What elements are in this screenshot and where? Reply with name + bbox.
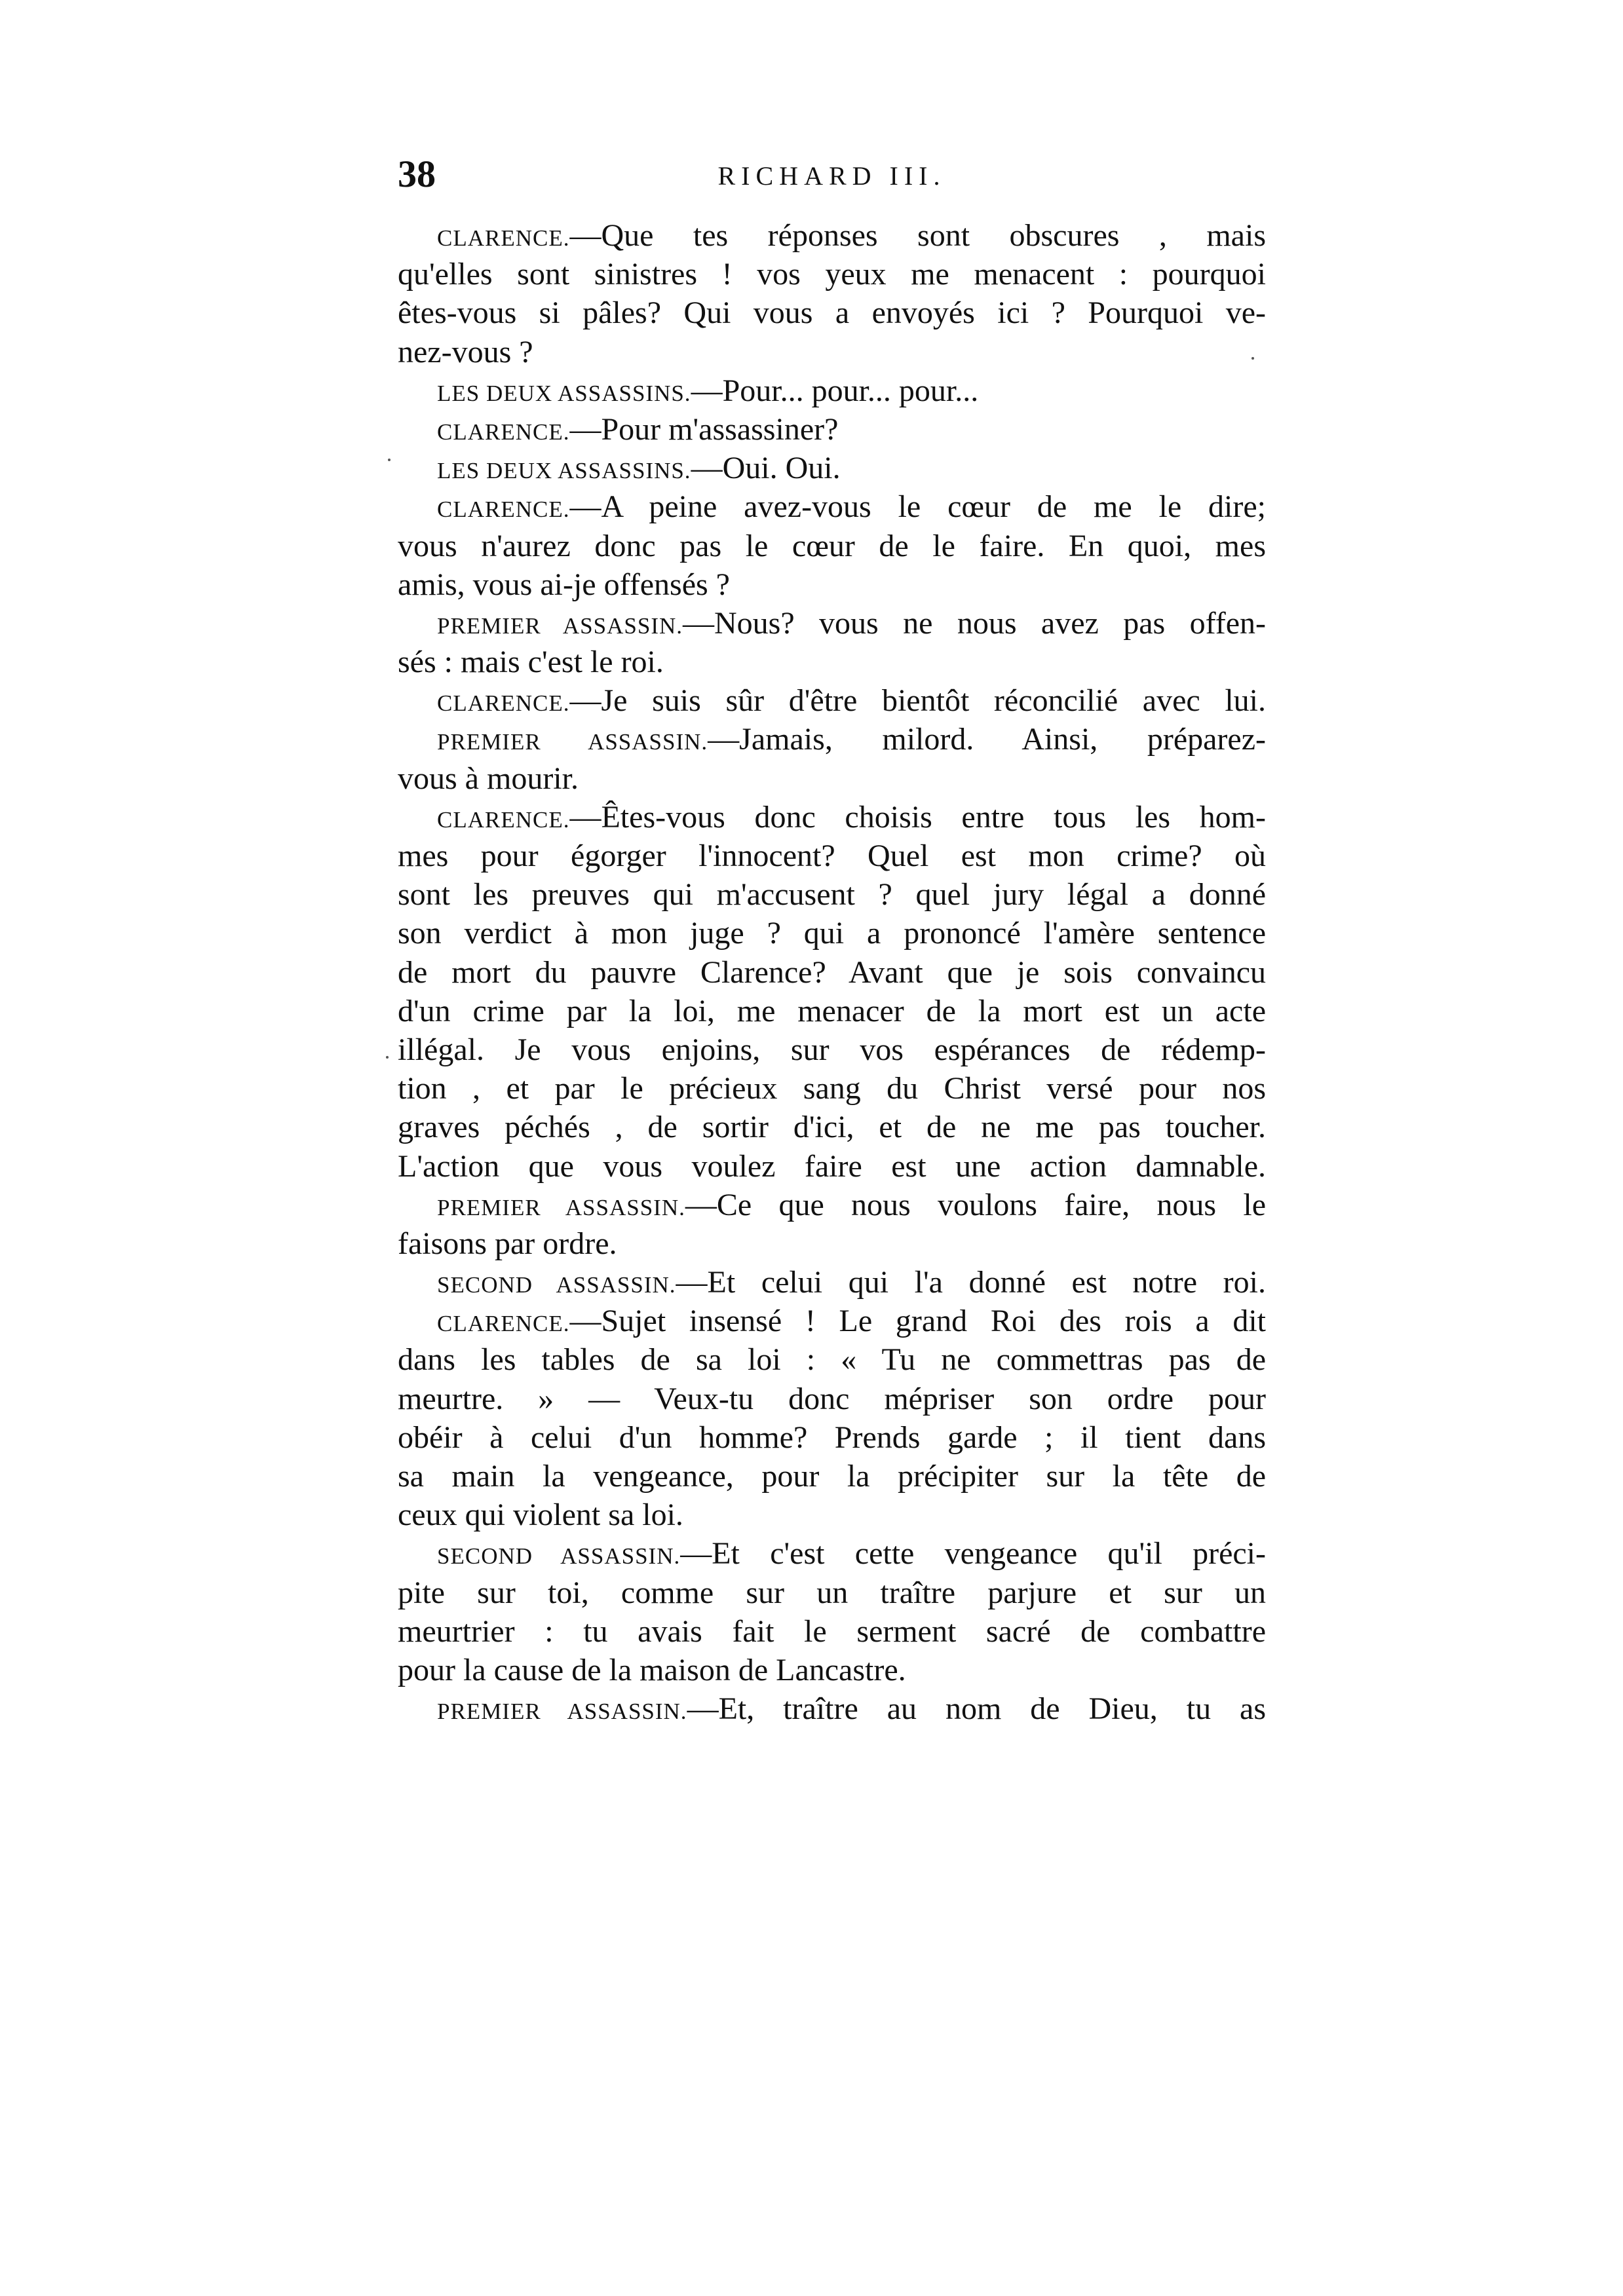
text-line xyxy=(398,527,1266,565)
speaker-name: LES DEUX ASSASSINS. xyxy=(437,458,691,484)
line-text: —Que tes réponses sont obscures , mais xyxy=(569,218,1266,253)
line-text: pour la cause de la maison de Lancastre. xyxy=(398,1652,906,1687)
line-text: —Et celui qui l'a donné est notre roi. xyxy=(676,1265,1266,1300)
line-text: —Sujet insensé ! Le grand Roi des rois a dit xyxy=(569,1304,1266,1339)
speech-line xyxy=(398,1534,1266,1573)
line-text: son verdict à mon juge ? qui a prononcé l'amère sentence xyxy=(398,916,1266,951)
text-line xyxy=(398,759,1266,798)
running-header xyxy=(398,155,1266,194)
text-line xyxy=(398,1380,1266,1418)
speech-line xyxy=(398,410,1266,449)
text-line xyxy=(398,1030,1266,1069)
page-number: 38 xyxy=(398,153,436,195)
line-text: dans les tables de sa loi : « Tu ne commettras pas de xyxy=(398,1342,1266,1378)
text-line xyxy=(398,1651,1266,1689)
line-text: —Êtes-vous donc choisis entre tous les hom- xyxy=(569,799,1266,835)
speech-line xyxy=(398,604,1266,643)
speech-line xyxy=(398,1302,1266,1340)
speaker-name: SECOND ASSASSIN. xyxy=(437,1272,676,1298)
text-line xyxy=(398,914,1266,952)
line-text: êtes-vous si pâles? Qui vous a envoyés ici ? Pourquoi ve- xyxy=(398,295,1266,331)
text-line xyxy=(398,1069,1266,1108)
line-text: —Nous? vous ne nous avez pas offen- xyxy=(683,605,1266,641)
running-title: RICHARD III. xyxy=(717,161,946,191)
line-text: sont les preuves qui m'accusent ? quel jury légal a donné xyxy=(398,877,1266,913)
speaker-name: CLARENCE. xyxy=(437,225,570,251)
text-line xyxy=(398,1612,1266,1651)
line-text: vous à mourir. xyxy=(398,761,579,796)
text-line xyxy=(398,1224,1266,1263)
line-text: obéir à celui d'un homme? Prends garde ; il tient dans xyxy=(398,1420,1266,1455)
line-text: —Je suis sûr d'être bientôt réconcilié avec lui. xyxy=(569,683,1266,719)
line-text: meurtrier : tu avais fait le serment sacré de combattre xyxy=(398,1613,1266,1649)
speech-line xyxy=(398,720,1266,759)
line-text: —A peine avez-vous le cœur de me le dire; xyxy=(569,489,1266,525)
text-line xyxy=(398,1108,1266,1146)
line-text: illégal. Je vous enjoins, sur vos espérances de rédemp- xyxy=(398,1032,1266,1067)
text-line xyxy=(398,1418,1266,1457)
line-text: —Pour m'assassiner? xyxy=(569,411,839,447)
line-text: graves péchés , de sortir d'ici, et de ne me pas toucher. xyxy=(398,1110,1266,1145)
text-line xyxy=(398,992,1266,1030)
line-text: de mort du pauvre Clarence? Avant que je sois convaincu xyxy=(398,954,1266,990)
line-text: —Jamais, milord. Ainsi, préparez- xyxy=(708,722,1266,757)
speaker-name: CLARENCE. xyxy=(437,497,570,523)
text-line xyxy=(398,1147,1266,1186)
text-line xyxy=(398,1457,1266,1496)
text-line xyxy=(398,953,1266,992)
speech-line xyxy=(398,371,1266,410)
speech-line xyxy=(398,1263,1266,1302)
speech-line xyxy=(398,216,1266,255)
line-text: ceux qui violent sa loi. xyxy=(398,1497,683,1533)
speaker-name: PREMIER ASSASSIN. xyxy=(437,612,683,639)
line-text: qu'elles sont sinistres ! vos yeux me menacent : pourquoi xyxy=(398,257,1266,292)
text-line xyxy=(398,1496,1266,1534)
speaker-name: PREMIER ASSASSIN. xyxy=(437,1699,687,1725)
line-text: —Et, traître au nom de Dieu, tu as xyxy=(687,1691,1266,1727)
speaker-name: CLARENCE. xyxy=(437,806,570,833)
speech-line xyxy=(398,449,1266,487)
text-line xyxy=(398,565,1266,604)
speaker-name: LES DEUX ASSASSINS. xyxy=(437,380,691,406)
page-body-text xyxy=(398,216,1266,1728)
text-line xyxy=(398,643,1266,681)
line-text: L'action que vous voulez faire est une action damnable. xyxy=(398,1148,1266,1184)
speaker-name: CLARENCE. xyxy=(437,419,570,445)
text-line xyxy=(398,333,1266,371)
line-text: d'un crime par la loi, me menacer de la mort est un acte xyxy=(398,993,1266,1028)
text-line xyxy=(398,875,1266,914)
speaker-name: SECOND ASSASSIN. xyxy=(437,1543,681,1570)
scan-speck xyxy=(388,459,391,461)
speech-line xyxy=(398,798,1266,837)
line-text: amis, vous ai-je offensés ? xyxy=(398,567,730,602)
speech-line xyxy=(398,1689,1266,1728)
speech-line xyxy=(398,681,1266,720)
speech-line xyxy=(398,1186,1266,1224)
speaker-name: CLARENCE. xyxy=(437,1311,570,1337)
line-text: nez-vous ? xyxy=(398,334,533,369)
text-line xyxy=(398,255,1266,293)
line-text: —Oui. Oui. xyxy=(691,451,841,486)
line-text: vous n'aurez donc pas le cœur de le faire. En quoi, mes xyxy=(398,528,1266,563)
line-text: —Pour... pour... pour... xyxy=(691,373,979,408)
line-text: tion , et par le précieux sang du Christ versé pour nos xyxy=(398,1071,1266,1106)
line-text: sa main la vengeance, pour la précipiter sur la tête de xyxy=(398,1459,1266,1494)
scan-speck xyxy=(386,1056,389,1059)
line-text: —Et c'est cette vengeance qu'il préci- xyxy=(680,1536,1266,1571)
text-line xyxy=(398,1573,1266,1612)
speaker-name: PREMIER ASSASSIN. xyxy=(437,729,708,755)
speaker-name: CLARENCE. xyxy=(437,690,570,717)
line-text: —Ce que nous voulons faire, nous le xyxy=(685,1187,1266,1222)
text-line xyxy=(398,1340,1266,1379)
speaker-name: PREMIER ASSASSIN. xyxy=(437,1194,685,1220)
line-text: sés : mais c'est le roi. xyxy=(398,645,664,680)
line-text: mes pour égorger l'innocent? Quel est mon crime? où xyxy=(398,838,1266,873)
line-text: faisons par ordre. xyxy=(398,1226,617,1261)
text-line xyxy=(398,837,1266,875)
line-text: pite sur toi, comme sur un traître parjure et sur un xyxy=(398,1575,1266,1610)
text-line xyxy=(398,293,1266,332)
speech-line xyxy=(398,487,1266,526)
line-text: meurtre. » — Veux-tu donc mépriser son ordre pour xyxy=(398,1381,1266,1416)
scan-speck xyxy=(1251,357,1254,360)
